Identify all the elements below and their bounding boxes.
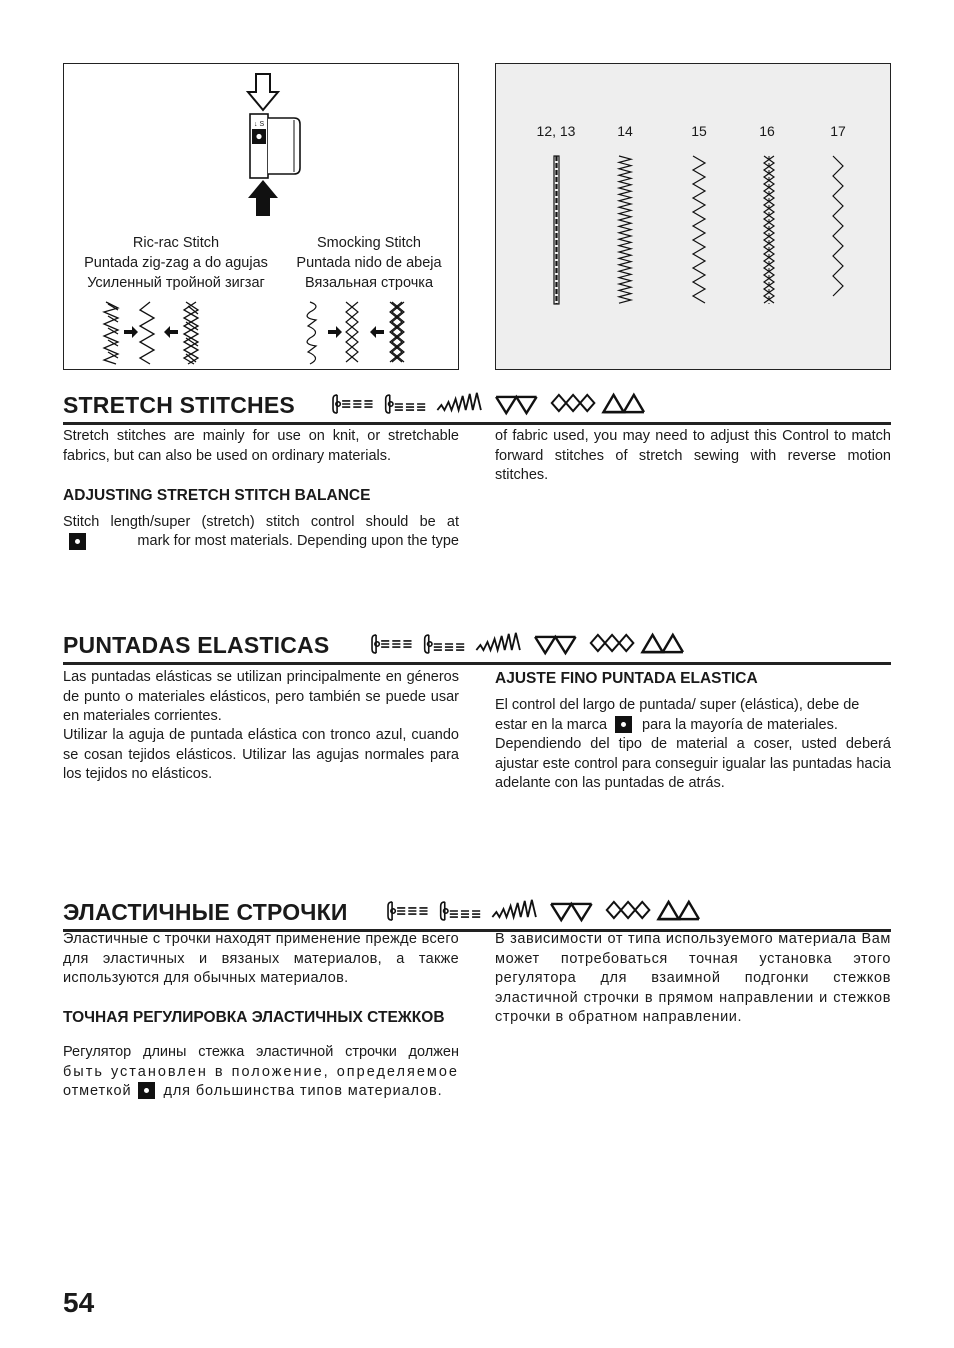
es-right-line2-row <box>495 716 891 736</box>
puntadas-elasticas-icons <box>370 630 686 658</box>
stitch-number-15: 15 <box>691 123 707 139</box>
en-right-text: of fabric used, you may need to adjust this Control to match forward stitches of stretch sewing with reverse motion stitches. <box>495 428 891 483</box>
smocking-caption-en: Smocking Stitch <box>317 235 421 251</box>
ru-body-line3-a: отметкой <box>63 1083 132 1099</box>
en-subtitle: ADJUSTING STRETCH STITCH BALANCE <box>63 487 371 504</box>
dial-mark-icon <box>69 533 86 550</box>
stitch-number-16: 16 <box>759 123 775 139</box>
section-title-es: PUNTADAS ELASTICAS <box>63 632 330 658</box>
ru-subtitle: ТОЧНАЯ РЕГУЛИРОВКА ЭЛАСТИЧНЫХ СТЕЖКОВ <box>63 1009 445 1026</box>
stitch-dial-illustration <box>242 72 312 217</box>
en-body-line1: Stitch length/super (stretch) stitch control should be at <box>63 514 459 530</box>
smocking-caption-ru: Вязальная строчка <box>304 275 434 291</box>
svg-text:↓ S: ↓ S <box>254 121 265 128</box>
stitch-number-14: 14 <box>617 123 633 139</box>
stitch-samples-illustration <box>496 154 889 306</box>
es-right-line2-b: para la mayoría de materiales. <box>642 717 838 733</box>
section-title-en: STRETCH STITCHES <box>63 392 295 418</box>
ru-body-line3-row <box>63 1082 459 1102</box>
es-left-text-1: Las puntadas elásticas se utilizan principalmente en géneros de punto o materiales elásticos, pero también se puede usar en materiales corrientes. <box>63 669 459 724</box>
stitch-number-12-13: 12, 13 <box>536 123 576 139</box>
ru-body-line1: Регулятор длины стежка эластичной строчки должен <box>63 1044 459 1060</box>
en-intro-text: Stretch stitches are mainly for use on knit, or stretchable fabrics, but can also be used on ordinary materials. <box>63 428 459 464</box>
es-right-text-rest: Dependiendo del tipo de material a coser, usted deberá ajustar este control para conseguir igualar las puntadas hacia adelante con las puntadas de atrás. <box>495 736 891 791</box>
stitch-number-17: 17 <box>830 123 846 139</box>
es-right-line1: El control del largo de puntada/ super (elástica), debe de <box>495 697 860 713</box>
ricrac-stitch-diagram <box>100 300 210 366</box>
ru-body-line3-b: для большинства типов материалов. <box>163 1083 443 1099</box>
es-subtitle: AJUSTE FINO PUNTADA ELASTICA <box>495 670 758 687</box>
stretch-stitch-icons <box>331 390 647 418</box>
dial-mark-icon <box>615 716 632 733</box>
ru-right-text: В зависимости от типа используемого материала Вам может потребоваться точная установка этого регулятора для взаимной подгонки стежков эластичной строчки в прямом направлении и стежков строчки в обратном направлении. <box>495 931 891 1025</box>
section-heading-stretch-stitches <box>63 382 891 425</box>
smocking-caption-es: Puntada nido de abeja <box>296 255 442 271</box>
section-heading-elastichnye-strochki <box>63 889 891 932</box>
es-right-line2-a: estar en la marca <box>495 717 608 733</box>
en-body-line2: mark for most materials. Depending upon the type <box>137 533 459 549</box>
ricrac-caption-en: Ric-rac Stitch <box>132 235 220 251</box>
en-body-line2-row <box>63 532 459 552</box>
page-number: 54 <box>63 1287 95 1318</box>
es-left-text-2: Utilizar la aguja de puntada elástica con tronco azul, cuando se cosan tejidos elásticos. Utilizar las agujas normales para los tejidos no elásticos. <box>63 727 459 782</box>
ricrac-caption-es: Puntada zig-zag a do agujas <box>84 255 268 271</box>
section-title-ru: ЭЛАСТИЧНЫЕ СТРОЧКИ <box>63 899 348 925</box>
figure-panel-ricrac-smocking <box>63 63 459 370</box>
dial-mark-icon <box>138 1082 155 1099</box>
figure-panel-stitch-samples <box>495 63 891 370</box>
ricrac-caption-ru: Усиленный тройной зигзаг <box>87 275 265 291</box>
smocking-stitch-diagram <box>304 300 412 366</box>
ru-intro-text: Эластичные с трочки находят применение прежде всего для эластичных и вязаных материалов, а также используются для обычных материалов. <box>63 931 459 986</box>
ru-body-line2: быть установлен в положение, определяемое <box>63 1064 459 1080</box>
section-heading-puntadas-elasticas <box>63 622 891 665</box>
elastichnye-strochki-icons <box>386 897 702 925</box>
